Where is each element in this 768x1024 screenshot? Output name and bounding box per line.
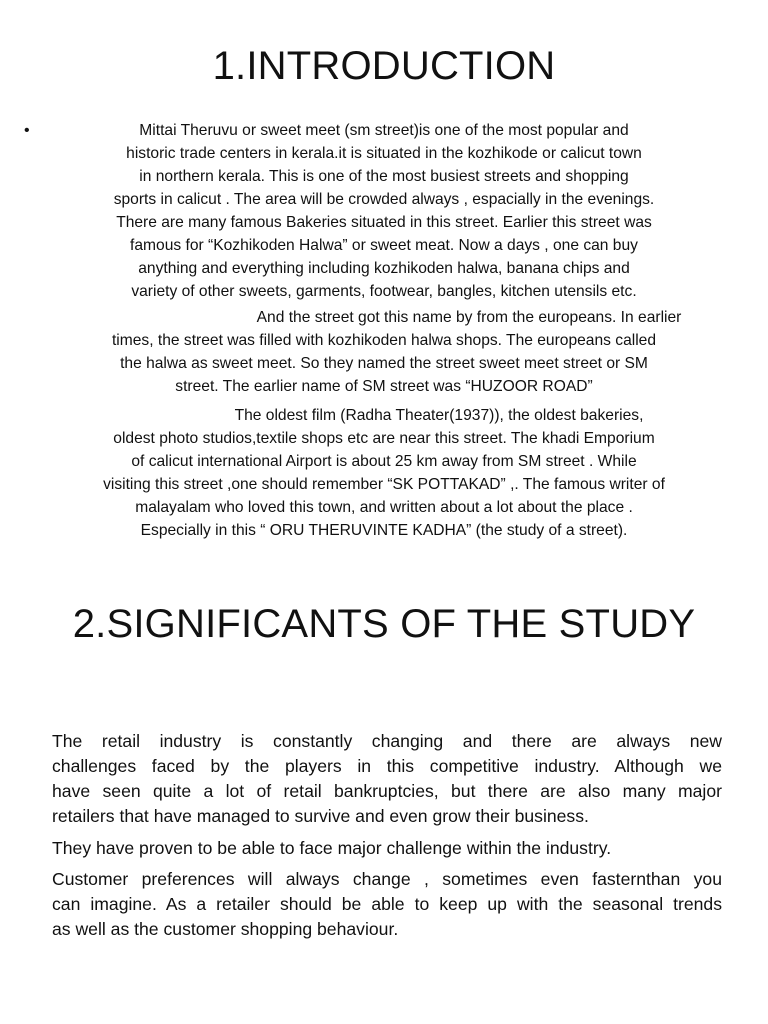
significance-paragraph-3	[52, 867, 722, 942]
text-line: street. The earlier name of SM street was “HUZOOR ROAD”	[175, 378, 593, 395]
text-line: sports in calicut . The area will be crowded always , espacially in the evenings.	[113, 191, 655, 208]
significance-heading: 2.SIGNIFICANTS OF THE STUDY	[72, 602, 696, 646]
text-line: can imagine. As a retailer should be able to keep up with the seasonal trends	[52, 894, 722, 914]
bullet-marker: •	[24, 122, 30, 139]
text-line: Customer preferences will always change , sometimes even fasternthan you	[52, 869, 722, 889]
text-line: in northern kerala. This is one of the most busiest streets and shopping	[139, 168, 629, 185]
text-line: historic trade centers in kerala.it is situated in the kozhikode or calicut town	[126, 145, 642, 162]
text-line: famous for “Kozhikoden Halwa” or sweet meat. Now a days , one can buy	[130, 237, 638, 254]
text-line: anything and everything including kozhikoden halwa, banana chips and	[138, 260, 630, 277]
text-line: of calicut international Airport is about 25 km away from SM street . While	[131, 453, 637, 470]
text-line: oldest photo studios,textile shops etc are near this street. The khadi Emporium	[113, 430, 655, 447]
text-line: They have proven to be able to face major challenge within the industry.	[52, 838, 612, 858]
text-line: malayalam who loved this town, and written about a lot about the place .	[135, 499, 633, 516]
text-line: the halwa as sweet meet. So they named the street sweet meet street or SM	[120, 355, 648, 372]
text-line: retailers that have managed to survive and even grow their business.	[52, 806, 589, 826]
introduction-heading: 1.INTRODUCTION	[212, 44, 556, 88]
significance-paragraph-1	[52, 729, 722, 829]
text-line: There are many famous Bakeries situated in this street. Earlier this street was	[116, 214, 652, 231]
text-line: have seen quite a lot of retail bankruptcies, but there are also many major	[52, 781, 722, 801]
text-line: times, the street was filled with kozhikoden halwa shops. The europeans called	[111, 332, 657, 349]
introduction-paragraph-2	[48, 306, 720, 398]
introduction-paragraph-3	[48, 404, 720, 542]
text-line: challenges faced by the players in this competitive industry. Although we	[52, 756, 722, 776]
introduction-paragraph-1	[48, 119, 720, 303]
text-line: The oldest film (Radha Theater(1937)), the oldest bakeries,	[234, 407, 644, 424]
text-line: Especially in this “ ORU THERUVINTE KADHA” (the study of a street).	[140, 522, 628, 539]
text-line: The retail industry is constantly changing and there are always new	[52, 731, 722, 751]
text-line: Mittai Theruvu or sweet meet (sm street)is one of the most popular and	[139, 122, 629, 139]
text-line: And the street got this name by from the europeans. In earlier	[256, 309, 682, 326]
text-line: as well as the customer shopping behaviour.	[52, 919, 399, 939]
text-line: variety of other sweets, garments, footwear, bangles, kitchen utensils etc.	[131, 283, 637, 300]
significance-paragraph-2	[52, 836, 722, 861]
text-line: visiting this street ,one should remember “SK POTTAKAD” ,. The famous writer of	[103, 476, 665, 493]
